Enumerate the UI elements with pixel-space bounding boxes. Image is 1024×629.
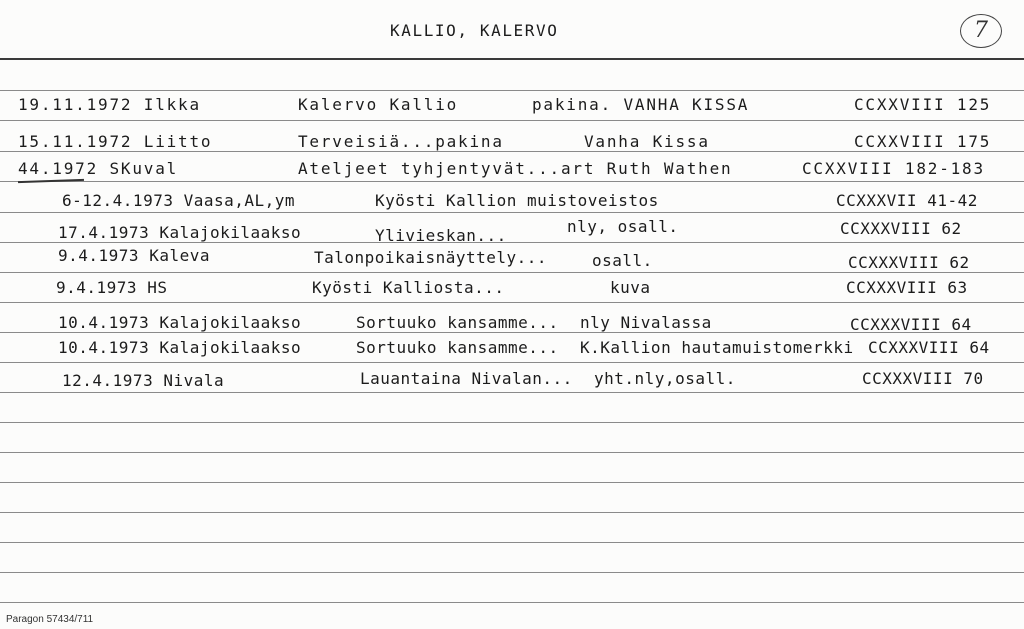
entry-title: Ylivieskan... — [375, 226, 507, 245]
entry-note: yht.nly,osall. — [594, 369, 736, 388]
entry-reference: CCXXXVIII 64 — [868, 338, 990, 357]
entry-date-source: 9.4.1973 HS — [56, 278, 168, 297]
entry-date-source: 6-12.4.1973 Vaasa,AL,ym — [62, 191, 296, 210]
entry-reference: CCXXXVIII 62 — [840, 219, 962, 238]
entry-title: Terveisiä...pakina — [298, 132, 504, 151]
ruled-line — [0, 572, 1024, 573]
entry-title: Kalervo Kallio — [298, 95, 459, 114]
entry-title: Kyösti Kallion muistoveistos — [375, 191, 659, 210]
entry-date-source: 10.4.1973 Kalajokilaakso — [58, 338, 302, 357]
entry-reference: CCXXVIII 182-183 — [802, 159, 985, 178]
ruled-line — [0, 272, 1024, 273]
ruled-line — [0, 422, 1024, 423]
ruled-line — [0, 362, 1024, 363]
entry-date-source: 44.1972 SKuval — [18, 159, 179, 178]
entry-note: osall. — [592, 251, 653, 270]
header-rule — [0, 58, 1024, 60]
entry-reference: CCXXXVII 41-42 — [836, 191, 978, 210]
entry-date-source: 19.11.1972 Ilkka — [18, 95, 201, 114]
handwritten-underline — [18, 179, 84, 183]
card-footer-print: Paragon 57434/711 — [6, 614, 94, 625]
entry-reference: CCXXXVIII 63 — [846, 278, 968, 297]
entry-date-source: 9.4.1973 Kaleva — [58, 246, 210, 265]
entry-reference: CCXXXVIII 64 — [850, 315, 972, 334]
entry-note: Vanha Kissa — [584, 132, 710, 151]
card-title: KALLIO, KALERVO — [390, 21, 559, 40]
entry-title: Sortuuko kansamme... — [356, 313, 559, 332]
entry-reference: CCXXXVIII 62 — [848, 253, 970, 272]
entry-date-source: 10.4.1973 Kalajokilaakso — [58, 313, 302, 332]
ruled-line — [0, 542, 1024, 543]
ruled-line — [0, 120, 1024, 121]
ruled-line — [0, 452, 1024, 453]
entry-note: kuva — [610, 278, 651, 297]
card-number-stamp: 7 — [960, 14, 1002, 48]
entry-date-source: 17.4.1973 Kalajokilaakso — [58, 223, 302, 242]
entry-reference: CCXXVIII 125 — [854, 95, 992, 114]
ruled-line — [0, 602, 1024, 603]
ruled-line — [0, 302, 1024, 303]
ruled-line — [0, 181, 1024, 182]
ruled-line — [0, 90, 1024, 91]
entry-title: Ateljeet tyhjentyvät...art Ruth Wathen — [298, 159, 733, 178]
entry-date-source: 15.11.1972 Liitto — [18, 132, 213, 151]
ruled-line — [0, 212, 1024, 213]
entry-title: Kyösti Kalliosta... — [312, 278, 505, 297]
entry-reference: CCXXXVIII 70 — [862, 369, 984, 388]
entry-title: Lauantaina Nivalan... — [360, 369, 573, 388]
entry-note: K.Kallion hautamuistomerkki — [580, 338, 854, 357]
ruled-line — [0, 242, 1024, 243]
entry-note: nly Nivalassa — [580, 313, 712, 332]
entry-note: pakina. VANHA KISSA — [532, 95, 750, 114]
ruled-line — [0, 512, 1024, 513]
entry-title: Sortuuko kansamme... — [356, 338, 559, 357]
ruled-line — [0, 482, 1024, 483]
ruled-line — [0, 392, 1024, 393]
entry-date-source: 12.4.1973 Nivala — [62, 371, 225, 390]
entry-note: nly, osall. — [567, 217, 679, 236]
entry-reference: CCXXVIII 175 — [854, 132, 992, 151]
entry-title: Talonpoikaisnäyttely... — [314, 248, 548, 267]
ruled-line — [0, 151, 1024, 152]
